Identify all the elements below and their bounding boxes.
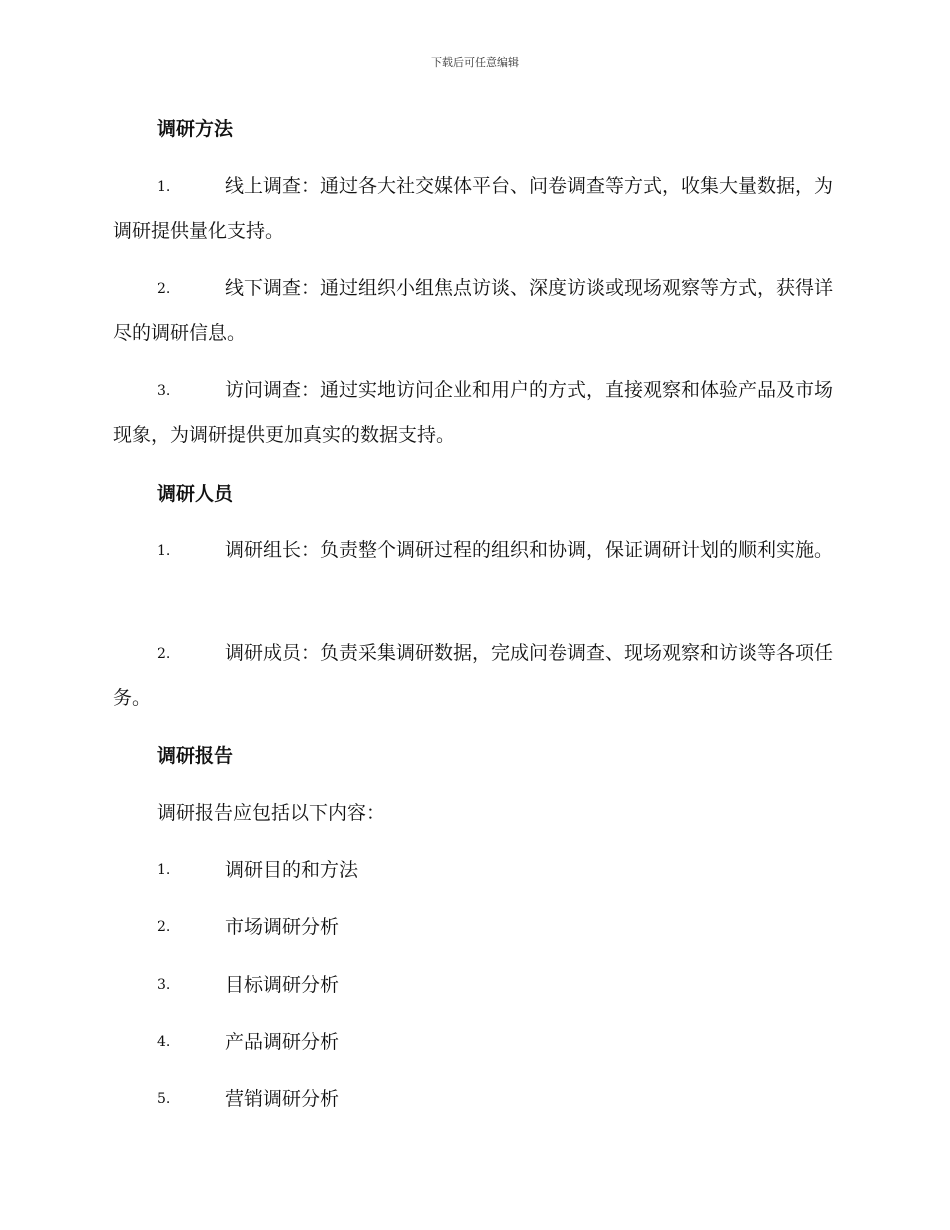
list-item-text: 访问调查：通过实地访问企业和用户的方式，直接观察和体验产品及市场现象，为调研提供更加真实的数据支持。	[113, 379, 834, 446]
section-title-staff: 调研人员	[157, 483, 234, 505]
list-number: 3.	[157, 383, 171, 399]
list-number: 3.	[157, 977, 171, 993]
section-title-methods: 调研方法	[157, 118, 234, 140]
list-number: 5.	[157, 1091, 171, 1107]
list-item-text: 调研成员：负责采集调研数据，完成问卷调查、现场观察和访谈等各项任务。	[113, 642, 834, 709]
list-number: 1.	[157, 862, 171, 878]
list-item-text: 调研组长：负责整个调研过程的组织和协调，保证调研计划的顺利实施。	[225, 539, 834, 561]
list-item-text: 目标调研分析	[225, 974, 340, 996]
list-item-text: 营销调研分析	[225, 1088, 340, 1110]
list-number: 2.	[157, 646, 171, 662]
list-number: 4.	[157, 1034, 171, 1050]
list-item-text: 线下调查：通过组织小组焦点访谈、深度访谈或现场观察等方式，获得详尽的调研信息。	[113, 277, 834, 344]
list-item-text: 线上调查：通过各大社交媒体平台、问卷调查等方式，收集大量数据，为调研提供量化支持。	[113, 175, 834, 242]
list-item-text: 产品调研分析	[225, 1031, 340, 1053]
page-header: 下载后可任意编辑	[431, 56, 519, 69]
report-intro: 调研报告应包括以下内容：	[157, 802, 386, 824]
list-item-text: 调研目的和方法	[225, 859, 359, 881]
list-number: 1.	[157, 179, 171, 195]
list-number: 1.	[157, 543, 171, 559]
list-number: 2.	[157, 919, 171, 935]
section-title-report: 调研报告	[157, 745, 234, 767]
list-number: 2.	[157, 281, 171, 297]
list-item-text: 市场调研分析	[225, 916, 340, 938]
